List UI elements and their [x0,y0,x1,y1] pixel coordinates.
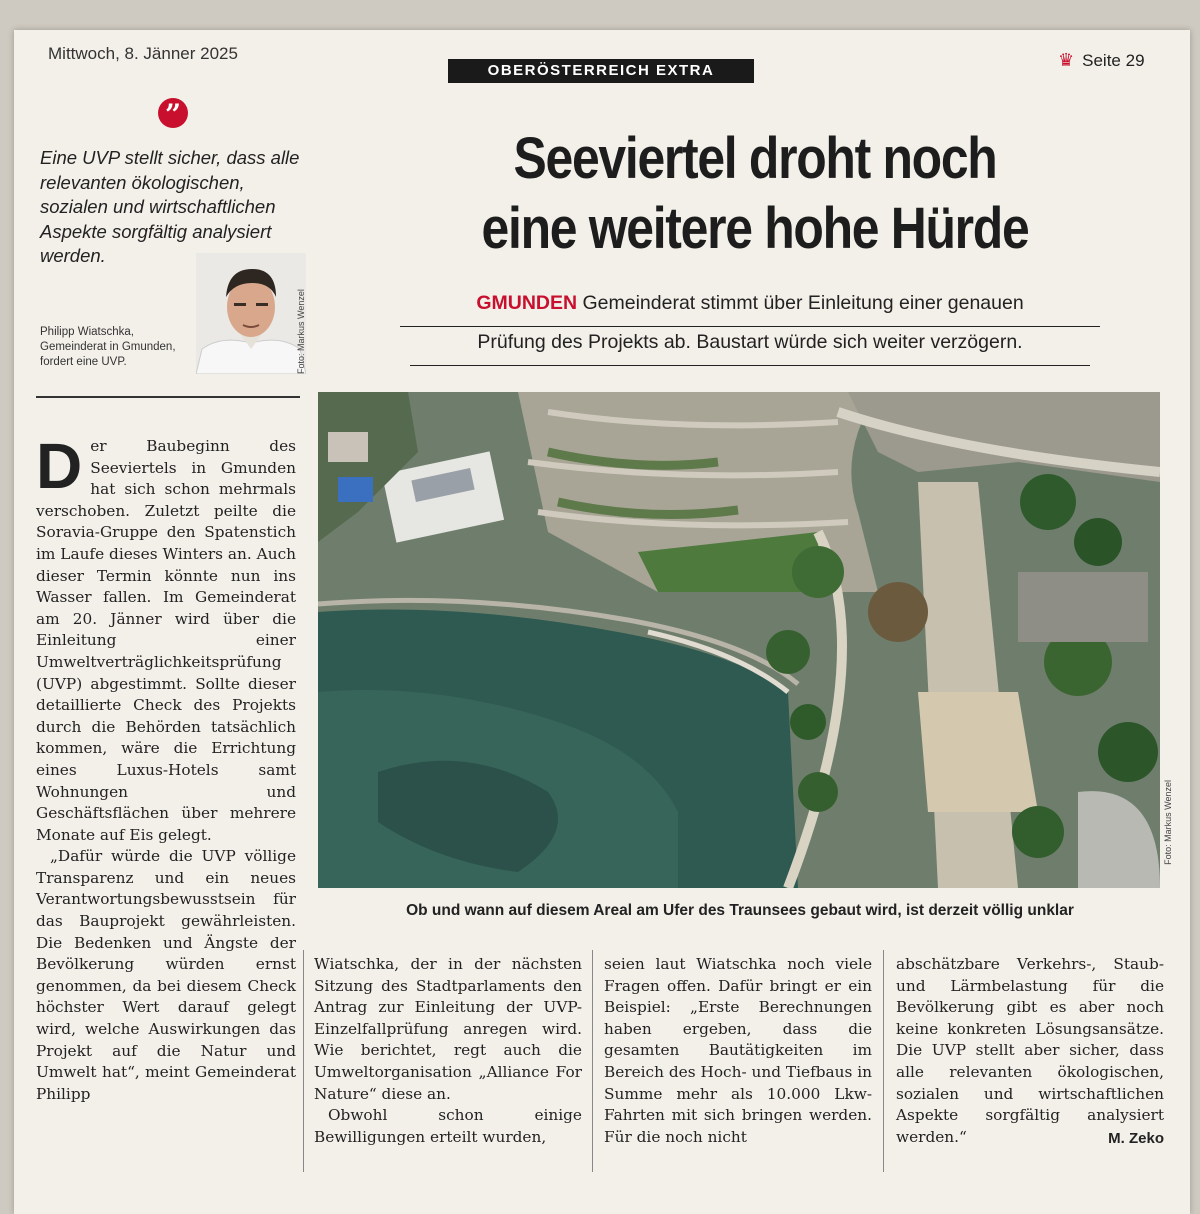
section-label: OBERÖSTERREICH EXTRA [448,59,754,83]
drop-cap: D [36,430,83,502]
headline-line-2: eine weitere hohe Hürde [481,196,1029,261]
article-column-2 [314,954,582,1148]
kicker: GMUNDEN [476,292,578,314]
photo-caption: Ob und wann auf diesem Areal am Ufer des Traunsees gebaut wird, ist derzeit völlig unklar [406,902,1074,919]
issue-date: Mittwoch, 8. Jänner 2025 [48,44,238,63]
article-paragraph: abschätzbare Verkehrs-, Staub- und Lärmbelastung für die Bevölkerung gibt es aber noch keine konkreten Lösungsansätze. Die UVP stellt aber sicher, dass alle relevanten ökologischen, sozialen und wirtschaftlichen Aspekte sorgfältig analysiert werden.“ [896,955,1164,1146]
author-byline: M. Zeko [1108,1130,1164,1148]
subheadline-text-1: Gemeinderat stimmt über Einleitung einer genauen [582,292,1024,314]
article-paragraph: „Dafür würde die UVP völlige Transparenz und ein neues Verantwortungsbewusstsein für das Bauprojekt gewährleisten. Die Bedenken und Ängste der Bevölkerung würden ernst genommen, da bei diesem Check höchster Wert darauf gelegt wird, welche Auswirkungen das Projekt auf die Natur und Umwelt hat“, meint Gemeinderat Philipp [36,847,296,1103]
aerial-photo [318,392,1160,888]
subheadline [380,288,1140,366]
page-number-text: Seite 29 [1082,50,1145,70]
article-column-4 [896,954,1164,1150]
crown-icon: ♛ [1058,50,1075,70]
portrait-caption: Philipp Wiatschka, Gemeinderat in Gmunden, fordert eine UVP. [40,326,176,368]
article-paragraph: Obwohl schon einige Bewilligungen erteilt wurden, [314,1106,582,1146]
subheadline-line-2: Prüfung des Projekts ab. Baustart würde sich weiter verzögern. [410,327,1090,366]
subheadline-line-1 [400,288,1100,327]
headline-line-1: Seeviertel droht noch [513,126,997,191]
column-divider [592,950,593,1172]
article-text: er Baubeginn des Seeviertels in Gmunden hat sich schon mehrmals verschoben. Zuletzt peilte die Soravia-Gruppe den Spatenstich im Laufe dieses Winters an. Auch dieser Termin könnte nun ins Wasser fallen. Im Gemeinderat am 20. Jänner wird über die Einleitung einer Umweltverträglichkeitsprüfung (UVP) abgestimmt. Sollte dieser detaillierte Check des Projekts durch die Behörden tatsächlich kommen, wäre die Errichtung eines Luxus-Hotels samt Wohnungen und Geschäftsflächen über mehrere Monate auf Eis gelegt. [36,437,296,844]
article-paragraph: seien laut Wiatschka noch viele Fragen offen. Dafür bringt er ein Beispiel: „Erste Berechnungen haben ergeben, dass die gesamten Bautätigkeiten im Bereich des Hoch- und Tiefbaus in Summe mehr als 10.000 Lkw-Fahrten mit sich bringen werden. Für die noch nicht [604,955,872,1146]
pull-quote: Eine UVP stellt sicher, dass alle relevanten ökologischen, sozialen und wirtschaftlichen Aspekte sorgfältig analysiert werden. [40,147,300,266]
divider [36,396,300,398]
quote-icon: ” [158,98,188,128]
article-column-3 [604,954,872,1148]
portrait-illustration [196,253,306,374]
page-number [1058,50,1145,71]
article-paragraph: Wiatschka, der in der nächsten Sitzung des Stadtparlaments den Antrag zur Einleitung der UVP-Einzelfallprüfung anregen wird. Wie berichtet, regt auch die Umweltorganisation „Alliance For Nature“ diese an. [314,955,582,1103]
article-column-1 [36,430,296,1105]
article-paragraph [36,430,296,846]
aerial-illustration [318,392,1160,888]
column-divider [303,950,304,1172]
column-divider [883,950,884,1172]
portrait-photo [196,253,306,374]
headline [411,124,1099,264]
photo-credit: Foto: Markus Wenzel [1163,780,1173,865]
portrait-credit: Foto: Markus Wenzel [296,289,306,374]
